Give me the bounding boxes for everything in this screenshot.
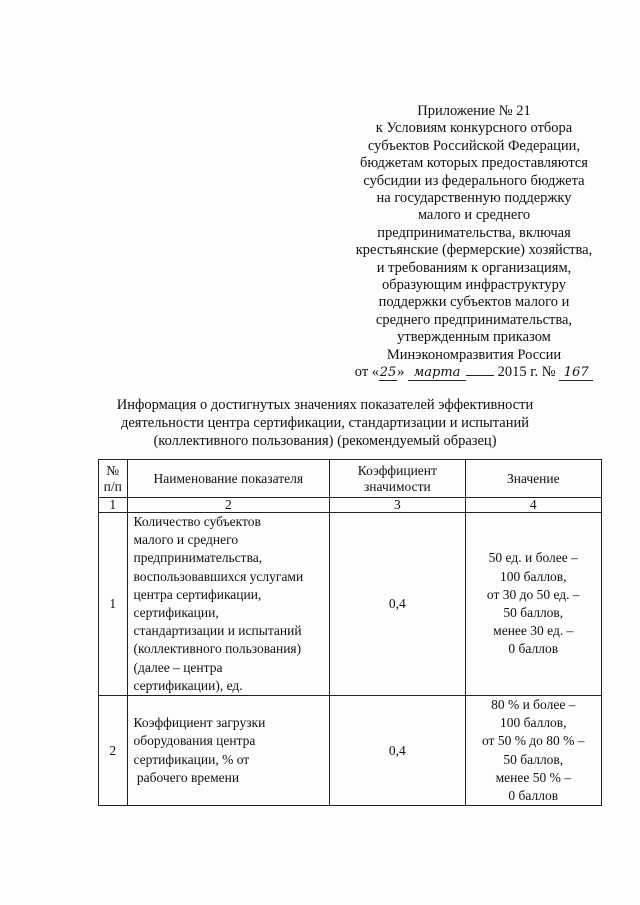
- row-number: 2: [99, 696, 128, 806]
- indicator-name-line: воспользовавшихся услугами: [133, 568, 304, 584]
- order-quote-close: »: [397, 364, 405, 381]
- indicators-table: [98, 459, 602, 806]
- indicator-name-line: (далее – центра: [133, 659, 223, 675]
- title-line: Информация о достигнутых значениях показателей эффективности: [116, 397, 534, 413]
- appendix-line: бюджетам которых предоставляются: [360, 155, 588, 172]
- appendix-line: субъектов Российской Федерации,: [367, 137, 581, 154]
- score-line: менее 30 ед. –: [493, 623, 574, 639]
- table-header-row: [99, 460, 602, 498]
- header-indicator-name: Наименование показателя: [127, 460, 330, 498]
- score-line: 100 баллов,: [499, 715, 567, 731]
- score-line: 0 баллов: [508, 788, 559, 804]
- coefficient-value: 0,4: [330, 513, 465, 696]
- appendix-line: предпринимательства, включая: [377, 224, 571, 241]
- order-blank-line: [466, 375, 494, 376]
- score-value: [465, 696, 601, 806]
- score-line: 50 баллов,: [503, 751, 564, 767]
- appendix-line: субсидии из федерального бюджета: [363, 172, 585, 189]
- indicator-name-line: сертификации), ед.: [133, 677, 243, 693]
- table-row: [99, 696, 602, 806]
- header-value: Значение: [465, 460, 601, 498]
- title-line: деятельности центра сертификации, стандартизации и испытаний: [120, 414, 530, 431]
- table-row: [99, 513, 602, 696]
- appendix-line: малого и среднего: [417, 207, 531, 224]
- document-title: [90, 397, 560, 450]
- column-number: 4: [465, 498, 601, 513]
- indicator-name: [127, 696, 330, 806]
- indicator-name-line: (коллективного пользования): [133, 641, 302, 657]
- score-line: 100 баллов,: [499, 568, 567, 584]
- header-number-pp: п/п: [103, 478, 122, 494]
- order-year: 2015 г. №: [497, 364, 556, 381]
- indicator-name-line: предпринимательства,: [133, 550, 263, 566]
- score-line: 50 ед. и более –: [488, 550, 578, 566]
- appendix-line: утвержденным приказом: [397, 329, 551, 346]
- appendix-line: крестьянские (фермерские) хозяйства,: [355, 242, 593, 259]
- indicator-name: [127, 513, 330, 696]
- appendix-line: поддержки субъектов малого и: [378, 294, 570, 311]
- indicator-name-line: Коэффициент загрузки: [133, 715, 266, 731]
- coefficient-value: 0,4: [330, 696, 465, 806]
- score-line: от 30 до 50 ед. –: [486, 586, 580, 602]
- score-line: от 50 % до 80 % –: [481, 733, 585, 749]
- column-number: 3: [330, 498, 465, 513]
- appendix-line: образующим инфраструктуру: [382, 277, 566, 294]
- indicator-name-line: малого и среднего: [133, 532, 239, 548]
- score-line: 0 баллов: [508, 641, 559, 657]
- order-month-handwritten: марта: [408, 366, 466, 381]
- column-number: 1: [99, 498, 128, 513]
- appendix-line: среднего предпринимательства,: [375, 311, 573, 328]
- appendix-line: на государственную поддержку: [376, 190, 572, 207]
- column-number: 2: [127, 498, 330, 513]
- order-prefix: от «: [354, 364, 380, 381]
- header-coefficient-line1: Коэффициент: [357, 462, 437, 478]
- score-value: [465, 513, 601, 696]
- appendix-header: [344, 103, 604, 382]
- score-line: 50 баллов,: [503, 605, 564, 621]
- appendix-line: к Условиям конкурсного отбора: [375, 120, 573, 137]
- appendix-line: Минэкономразвития России: [386, 346, 562, 363]
- header-number-sign: №: [106, 462, 120, 478]
- column-numbers-row: [99, 498, 602, 513]
- appendix-line: и требованиям к организациям,: [376, 259, 572, 276]
- indicator-name-line: Количество субъектов: [133, 514, 261, 529]
- order-date-line: [344, 364, 604, 381]
- indicator-name-line: оборудования центра: [133, 733, 256, 749]
- appendix-line: Приложение № 21: [417, 103, 531, 119]
- indicator-name-line: сертификации,: [133, 605, 219, 621]
- score-line: менее 50 % –: [495, 769, 571, 785]
- order-day-handwritten: 25: [379, 365, 397, 381]
- indicator-name-line: стандартизации и испытаний: [133, 623, 302, 639]
- header-coefficient: [330, 460, 465, 498]
- indicator-name-line: сертификации, % от: [133, 751, 250, 767]
- header-number: [99, 460, 128, 498]
- order-number-handwritten: 167: [559, 366, 593, 381]
- title-line: (коллективного пользования) (рекомендуемый образец): [153, 432, 497, 449]
- indicator-name-line: рабочего времени: [133, 769, 240, 785]
- score-line: 80 % и более –: [491, 697, 576, 713]
- row-number: 1: [99, 513, 128, 696]
- header-coefficient-line2: значимости: [363, 478, 431, 494]
- indicator-name-line: центра сертификации,: [133, 586, 262, 602]
